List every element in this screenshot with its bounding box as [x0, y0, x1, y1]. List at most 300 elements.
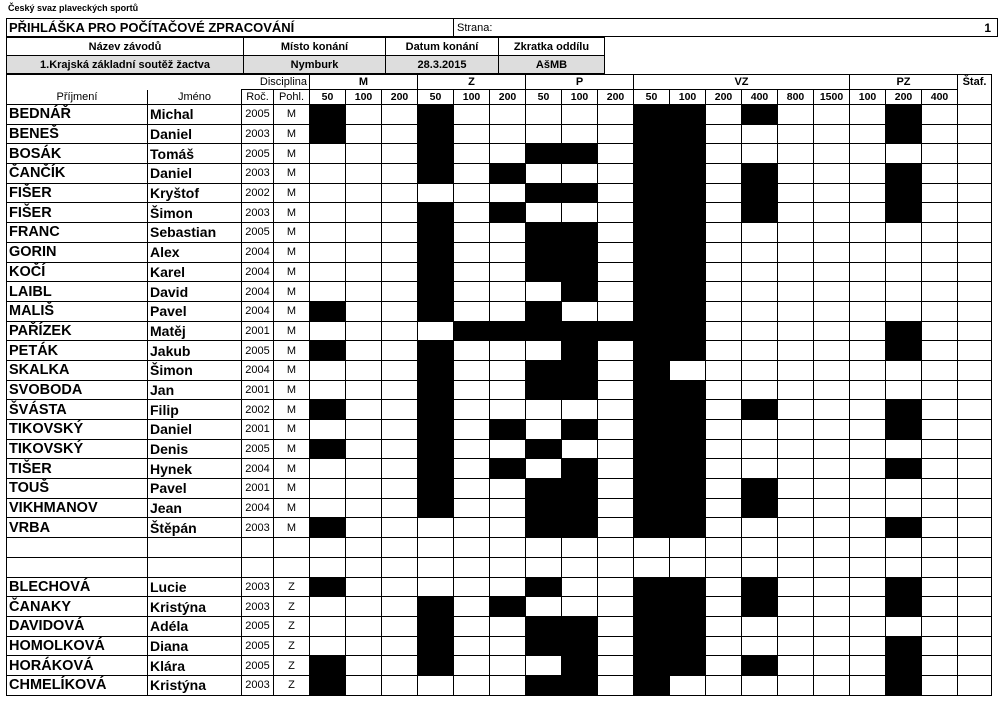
entry-mark: [886, 203, 922, 223]
swimmer-year: 2005: [242, 439, 274, 459]
entry-mark: [670, 616, 706, 636]
entry-cell: [922, 321, 958, 341]
swimmer-firstname: Diana: [148, 636, 242, 656]
entry-cell: [958, 656, 992, 676]
entry-cell: [814, 242, 850, 262]
entry-cell: [598, 360, 634, 380]
entry-cell: [598, 597, 634, 617]
entry-cell: [814, 498, 850, 518]
entry-cell: [958, 498, 992, 518]
swimmer-sex: M: [274, 459, 310, 479]
entry-mark: [670, 262, 706, 282]
entry-cell: [958, 203, 992, 223]
swimmer-firstname: [148, 557, 242, 577]
entry-mark: [418, 616, 454, 636]
entry-cell: [706, 656, 742, 676]
entry-cell: [562, 105, 598, 125]
entry-cell: [850, 577, 886, 597]
entry-cell: [742, 616, 778, 636]
entry-cell: [850, 597, 886, 617]
entry-mark: [886, 675, 922, 695]
entry-mark: [418, 203, 454, 223]
entry-cell: [742, 341, 778, 361]
entry-mark: [670, 203, 706, 223]
club-code-value: AšMB: [499, 56, 605, 74]
entry-cell: [922, 203, 958, 223]
entry-cell: [886, 498, 922, 518]
entry-cell: [598, 498, 634, 518]
entry-cell: [958, 518, 992, 538]
swimmer-year: 2004: [242, 360, 274, 380]
swimmer-firstname: Jan: [148, 380, 242, 400]
entry-cell: [706, 242, 742, 262]
entry-mark: [562, 341, 598, 361]
entry-cell: [886, 616, 922, 636]
swimmer-surname: PETÁK: [7, 341, 148, 361]
entry-cell: [490, 439, 526, 459]
entry-cell: [490, 341, 526, 361]
entry-cell: [346, 341, 382, 361]
entry-cell: [382, 360, 418, 380]
entry-cell: [382, 341, 418, 361]
blank-row: [7, 557, 992, 577]
entry-mark: [670, 105, 706, 125]
entry-cell: [706, 616, 742, 636]
entry-cell: [598, 400, 634, 420]
entry-cell: [382, 636, 418, 656]
entry-cell: [634, 538, 670, 558]
entry-cell: [850, 498, 886, 518]
entry-cell: [490, 242, 526, 262]
entry-cell: [706, 459, 742, 479]
entry-cell: [814, 144, 850, 164]
entry-cell: [490, 144, 526, 164]
swimmer-firstname: Michal: [148, 105, 242, 125]
page-number: 1: [984, 20, 991, 35]
entry-mark: [742, 656, 778, 676]
entry-cell: [814, 183, 850, 203]
swimmer-row: [7, 301, 992, 321]
entry-cell: [706, 420, 742, 440]
entry-cell: [850, 203, 886, 223]
entry-cell: [922, 105, 958, 125]
entry-cell: [742, 636, 778, 656]
entry-cell: [706, 439, 742, 459]
entry-mark: [670, 223, 706, 243]
entry-cell: [922, 164, 958, 184]
entry-cell: [526, 341, 562, 361]
entry-cell: [814, 341, 850, 361]
entry-mark: [418, 124, 454, 144]
entry-mark: [634, 341, 670, 361]
entry-cell: [346, 459, 382, 479]
entry-mark: [526, 636, 562, 656]
entry-cell: [850, 479, 886, 499]
entry-mark: [886, 400, 922, 420]
entry-cell: [706, 577, 742, 597]
entry-mark: [418, 360, 454, 380]
entry-mark: [490, 459, 526, 479]
entry-cell: [382, 400, 418, 420]
entry-cell: [346, 636, 382, 656]
entry-mark: [670, 420, 706, 440]
swimmer-firstname: Karel: [148, 262, 242, 282]
entry-cell: [310, 636, 346, 656]
entry-cell: [526, 124, 562, 144]
entry-cell: [814, 301, 850, 321]
entry-cell: [346, 164, 382, 184]
entry-cell: [598, 439, 634, 459]
swimmer-surname: TIKOVSKÝ: [7, 420, 148, 440]
entry-cell: [814, 538, 850, 558]
swimmer-surname: SVOBODA: [7, 380, 148, 400]
entry-cell: [742, 242, 778, 262]
entry-cell: [814, 420, 850, 440]
entry-cell: [346, 479, 382, 499]
entry-cell: [598, 538, 634, 558]
entry-cell: [922, 577, 958, 597]
entry-cell: [958, 538, 992, 558]
entry-cell: [814, 282, 850, 302]
entry-cell: [526, 420, 562, 440]
swimmer-firstname: Denis: [148, 439, 242, 459]
entry-cell: [454, 183, 490, 203]
entry-cell: [454, 262, 490, 282]
entry-mark: [310, 105, 346, 125]
entry-cell: [958, 557, 992, 577]
entry-mark: [562, 616, 598, 636]
entry-cell: [346, 577, 382, 597]
entry-cell: [310, 616, 346, 636]
club-code-label: Zkratka oddílu: [499, 38, 605, 56]
entry-mark: [598, 321, 634, 341]
entry-cell: [418, 577, 454, 597]
entry-cell: [562, 577, 598, 597]
entry-cell: [562, 597, 598, 617]
entry-mark: [310, 577, 346, 597]
entry-mark: [526, 183, 562, 203]
event-header-z-100: 100: [454, 90, 490, 105]
swimmer-row: [7, 203, 992, 223]
entry-cell: [814, 380, 850, 400]
entry-cell: [958, 459, 992, 479]
event-header-z-50: 50: [418, 90, 454, 105]
entry-cell: [850, 538, 886, 558]
entry-cell: [886, 380, 922, 400]
entry-cell: [886, 282, 922, 302]
entry-mark: [490, 597, 526, 617]
entry-cell: [706, 341, 742, 361]
entry-mark: [418, 479, 454, 499]
entry-mark: [562, 675, 598, 695]
swimmer-row: [7, 242, 992, 262]
entry-cell: [958, 223, 992, 243]
entry-cell: [310, 282, 346, 302]
entry-cell: [346, 675, 382, 695]
entry-cell: [562, 400, 598, 420]
entry-mark: [526, 498, 562, 518]
entry-cell: [778, 479, 814, 499]
entry-mark: [634, 380, 670, 400]
entry-mark: [742, 577, 778, 597]
entry-mark: [634, 675, 670, 695]
entry-cell: [814, 203, 850, 223]
entry-cell: [886, 262, 922, 282]
swimmer-surname: FIŠER: [7, 183, 148, 203]
swimmer-firstname: Šimon: [148, 203, 242, 223]
entry-cell: [958, 479, 992, 499]
entry-mark: [886, 577, 922, 597]
entry-cell: [382, 479, 418, 499]
entry-mark: [418, 420, 454, 440]
entry-mark: [634, 105, 670, 125]
entry-cell: [778, 242, 814, 262]
swimmer-surname: BOSÁK: [7, 144, 148, 164]
entry-cell: [454, 105, 490, 125]
entry-mark: [562, 459, 598, 479]
entry-mark: [418, 164, 454, 184]
entry-mark: [418, 105, 454, 125]
entry-cell: [598, 341, 634, 361]
entry-cell: [814, 557, 850, 577]
entry-mark: [670, 183, 706, 203]
entry-cell: [886, 144, 922, 164]
entry-cell: [382, 321, 418, 341]
entry-cell: [778, 183, 814, 203]
entry-mark: [418, 636, 454, 656]
entry-mark: [886, 183, 922, 203]
swimmer-row: [7, 282, 992, 302]
entry-cell: [382, 262, 418, 282]
entry-cell: [778, 360, 814, 380]
swimmer-firstname: Lucie: [148, 577, 242, 597]
entry-cell: [814, 518, 850, 538]
entry-cell: [562, 557, 598, 577]
entry-cell: [778, 400, 814, 420]
entry-cell: [850, 301, 886, 321]
entry-mark: [526, 616, 562, 636]
swimmer-firstname: Alex: [148, 242, 242, 262]
competition-name-label: Název závodů: [7, 38, 244, 56]
entry-cell: [454, 616, 490, 636]
entry-cell: [958, 282, 992, 302]
entry-cell: [850, 675, 886, 695]
swimmer-surname: GORIN: [7, 242, 148, 262]
entry-mark: [454, 321, 490, 341]
entry-cell: [958, 400, 992, 420]
swimmer-year: 2005: [242, 223, 274, 243]
swimmer-surname: TIŠER: [7, 459, 148, 479]
entry-mark: [670, 341, 706, 361]
entry-cell: [850, 223, 886, 243]
entry-cell: [850, 380, 886, 400]
blank-row: [7, 538, 992, 558]
entry-cell: [490, 124, 526, 144]
entry-mark: [310, 439, 346, 459]
event-header-vz-200: 200: [706, 90, 742, 105]
page-label: Strana:: [457, 21, 493, 34]
entry-cell: [814, 400, 850, 420]
entry-cell: [742, 439, 778, 459]
entry-cell: [526, 656, 562, 676]
entry-cell: [706, 675, 742, 695]
entry-cell: [526, 538, 562, 558]
entries-table: [6, 74, 992, 696]
group-header-vz: VZ: [634, 75, 850, 90]
entry-mark: [886, 656, 922, 676]
entry-cell: [850, 656, 886, 676]
entry-cell: [850, 459, 886, 479]
entry-mark: [310, 301, 346, 321]
entry-mark: [310, 341, 346, 361]
entry-cell: [562, 538, 598, 558]
entry-cell: [382, 203, 418, 223]
swimmer-row: [7, 144, 992, 164]
entry-cell: [598, 616, 634, 636]
entry-cell: [814, 321, 850, 341]
entry-cell: [778, 616, 814, 636]
entry-cell: [454, 144, 490, 164]
entry-mark: [634, 242, 670, 262]
entry-cell: [346, 597, 382, 617]
entry-mark: [562, 498, 598, 518]
swimmer-surname: FRANC: [7, 223, 148, 243]
event-header-p-200: 200: [598, 90, 634, 105]
swimmer-firstname: Daniel: [148, 420, 242, 440]
swimmer-surname: TOUŠ: [7, 479, 148, 499]
swimmer-year: 2004: [242, 301, 274, 321]
page-field: [454, 19, 998, 37]
entry-mark: [670, 164, 706, 184]
entry-cell: [958, 636, 992, 656]
entry-cell: [922, 538, 958, 558]
entry-cell: [526, 164, 562, 184]
entry-mark: [418, 301, 454, 321]
entry-mark: [418, 242, 454, 262]
entry-cell: [922, 380, 958, 400]
swimmer-row: [7, 675, 992, 695]
venue-label: Místo konání: [244, 38, 386, 56]
entry-mark: [562, 321, 598, 341]
swimmer-surname: BLECHOVÁ: [7, 577, 148, 597]
entry-cell: [490, 479, 526, 499]
entry-cell: [346, 321, 382, 341]
entry-cell: [382, 282, 418, 302]
entry-mark: [418, 262, 454, 282]
entry-cell: [598, 479, 634, 499]
entry-cell: [958, 616, 992, 636]
entry-cell: [454, 636, 490, 656]
swimmer-firstname: Filip: [148, 400, 242, 420]
entry-cell: [346, 557, 382, 577]
entry-cell: [850, 616, 886, 636]
entry-cell: [778, 105, 814, 125]
entry-cell: [778, 459, 814, 479]
date-label: Datum konání: [386, 38, 499, 56]
sex-header: Pohl.: [274, 90, 310, 105]
entry-cell: [958, 360, 992, 380]
swimmer-firstname: [148, 538, 242, 558]
entry-cell: [310, 144, 346, 164]
swimmer-sex: Z: [274, 636, 310, 656]
entry-cell: [706, 164, 742, 184]
entry-cell: [418, 675, 454, 695]
entry-mark: [742, 400, 778, 420]
entry-mark: [490, 203, 526, 223]
entry-cell: [706, 301, 742, 321]
entry-cell: [706, 498, 742, 518]
entry-cell: [706, 105, 742, 125]
entry-cell: [454, 223, 490, 243]
entry-cell: [742, 223, 778, 243]
swimmer-sex: M: [274, 105, 310, 125]
entry-mark: [634, 498, 670, 518]
entry-cell: [418, 538, 454, 558]
swimmer-surname: CHMELÍKOVÁ: [7, 675, 148, 695]
swimmer-surname: ČANČÍK: [7, 164, 148, 184]
entry-cell: [454, 360, 490, 380]
entry-cell: [598, 164, 634, 184]
competition-name-value: 1.Krajská základní soutěž žactva: [7, 56, 244, 74]
entry-mark: [634, 636, 670, 656]
swimmer-year: 2003: [242, 675, 274, 695]
entry-cell: [778, 538, 814, 558]
swimmer-sex: Z: [274, 577, 310, 597]
entry-cell: [454, 538, 490, 558]
entry-cell: [958, 105, 992, 125]
entry-cell: [814, 597, 850, 617]
entry-cell: [778, 597, 814, 617]
entry-cell: [850, 262, 886, 282]
swimmer-sex: Z: [274, 597, 310, 617]
swimmer-year: 2005: [242, 636, 274, 656]
entry-cell: [922, 479, 958, 499]
swimmer-year: 2003: [242, 124, 274, 144]
entry-cell: [310, 459, 346, 479]
swimmer-firstname: Daniel: [148, 124, 242, 144]
entry-cell: [958, 242, 992, 262]
entry-mark: [526, 518, 562, 538]
entry-cell: [778, 557, 814, 577]
entry-mark: [742, 105, 778, 125]
entry-cell: [526, 282, 562, 302]
swimmer-firstname: Hynek: [148, 459, 242, 479]
swimmer-sex: M: [274, 144, 310, 164]
entry-cell: [706, 223, 742, 243]
entry-cell: [778, 380, 814, 400]
entry-mark: [634, 459, 670, 479]
swimmer-surname: VIKHMANOV: [7, 498, 148, 518]
entry-cell: [310, 262, 346, 282]
entry-mark: [418, 144, 454, 164]
entry-cell: [706, 144, 742, 164]
entry-cell: [598, 656, 634, 676]
entry-cell: [418, 557, 454, 577]
entry-mark: [670, 518, 706, 538]
swimmer-year: [242, 557, 274, 577]
entry-cell: [490, 360, 526, 380]
entry-cell: [850, 557, 886, 577]
swimmer-sex: M: [274, 242, 310, 262]
entry-cell: [742, 282, 778, 302]
entry-cell: [346, 262, 382, 282]
swimmer-sex: M: [274, 518, 310, 538]
entry-cell: [670, 557, 706, 577]
entry-mark: [670, 282, 706, 302]
entry-cell: [922, 616, 958, 636]
entry-cell: [778, 498, 814, 518]
swimmer-year: 2003: [242, 518, 274, 538]
